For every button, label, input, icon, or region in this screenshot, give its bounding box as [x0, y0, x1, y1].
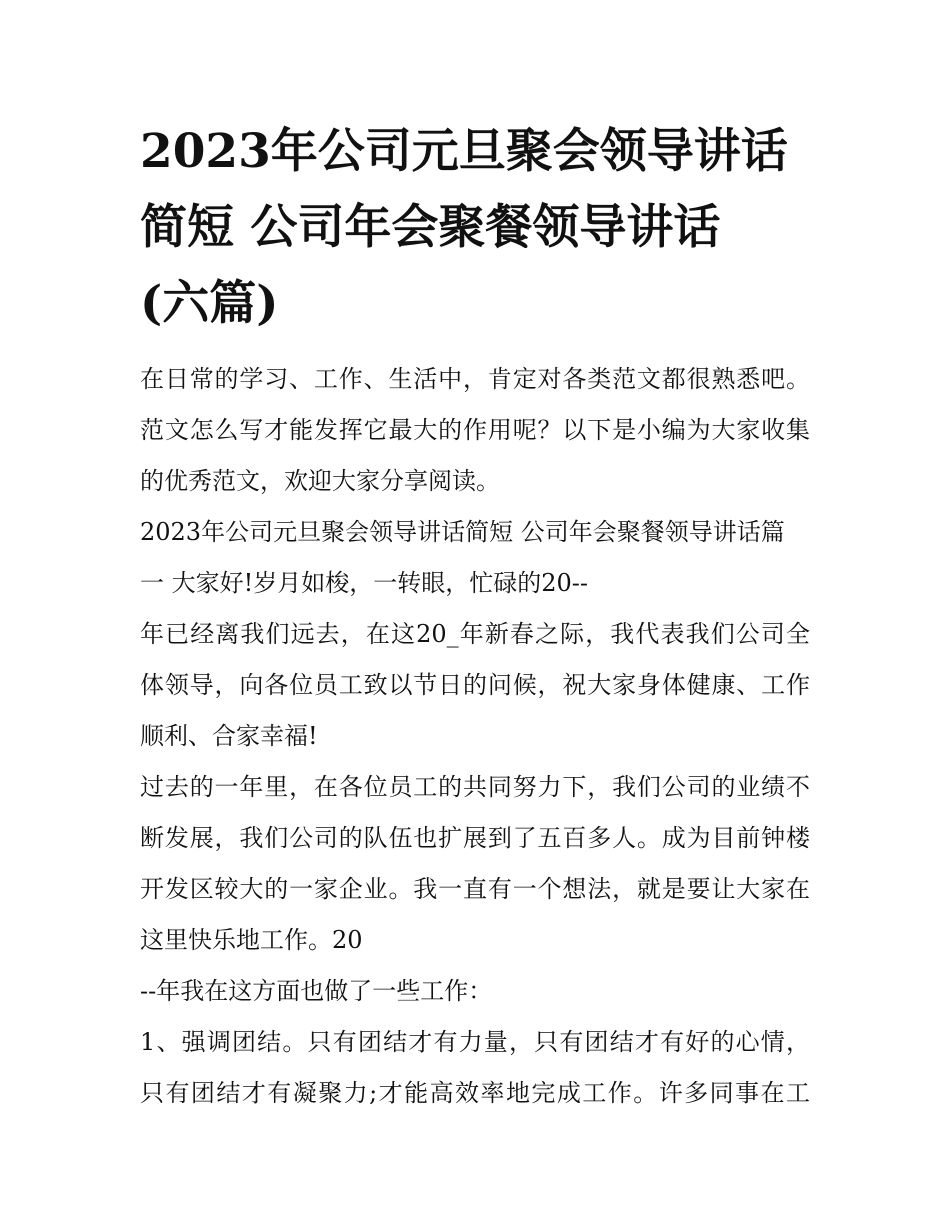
body-line: 开发区较大的一家企业。我一直有一个想法，就是要让大家在 — [140, 875, 810, 903]
body-line: 体领导，向各位员工致以节日的问候，祝大家身体健康、工作 — [140, 671, 810, 699]
title-line: 2023年公司元旦聚会领导讲话 — [140, 124, 788, 179]
body-line: 1、强调团结。只有团结才有力量，只有团结才有好的心情， — [140, 1028, 810, 1056]
body-line: 在日常的学习、工作、生活中，肯定对各类范文都很熟悉吧。 — [140, 365, 810, 393]
title-line: 简短 公司年会聚餐领导讲话 — [140, 200, 721, 255]
body-line: 范文怎么写才能发挥它最大的作用呢？以下是小编为大家收集 — [140, 416, 810, 444]
body-line: 顺利、合家幸福! — [140, 722, 318, 750]
body-line: 2023年公司元旦聚会领导讲话简短 公司年会聚餐领导讲话篇 — [140, 518, 785, 546]
document-body — [140, 354, 830, 1119]
body-line: 断发展，我们公司的队伍也扩展到了五百多人。成为目前钟楼 — [140, 824, 810, 852]
title-line: (六篇) — [140, 276, 279, 331]
body-line: 年已经离我们远去，在这20_年新春之际，我代表我们公司全 — [140, 620, 810, 648]
body-line: 过去的一年里，在各位员工的共同努力下，我们公司的业绩不 — [140, 773, 810, 801]
body-line: --年我在这方面也做了一些工作： — [140, 977, 493, 1005]
body-line: 只有团结才有凝聚力;才能高效率地完成工作。许多同事在工 — [140, 1079, 810, 1107]
body-line: 一 大家好!岁月如梭，一转眼，忙碌的20-- — [140, 569, 589, 597]
body-line: 的优秀范文，欢迎大家分享阅读。 — [140, 467, 500, 495]
document-title — [140, 114, 830, 342]
body-line: 这里快乐地工作。20 — [140, 926, 363, 954]
